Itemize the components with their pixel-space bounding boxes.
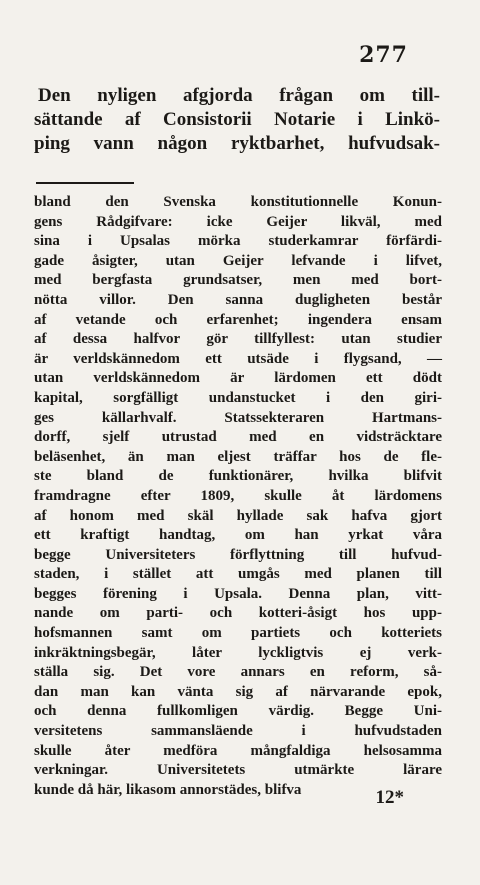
text-line: ges källarhvalf. Statssekteraren Hartmans- [34,409,442,426]
text-line: kapital, sorgfälligt undanstucket i den giri- [34,389,442,406]
text-line: utan verldskännedom är lärdomen ett dödt [34,370,442,387]
text-line: af vetande och erfarenhet; ingendera ensam [34,311,442,328]
text-line: gade åsigter, utan Geijer lefvande i lifvet, [34,252,442,269]
text-line: dorff, sjelf utrustad med en vidsträcktare [34,429,442,446]
large-paragraph [34,84,440,156]
text-line: skulle åter medföra mångfaldiga helsosamma [34,742,442,759]
text-line: gens Rådgifvare: icke Geijer likväl, med [34,213,442,230]
text-line: bland den Svenska konstitutionnelle Konun- [34,194,442,210]
footnote-divider-rule [36,182,134,184]
text-line: staden, i stället att umgås med planen till [34,566,442,583]
text-line: sina i Upsalas mörka studerkamrar förfärdi- [34,233,442,250]
text-line: ste bland de funktionärer, hvilka blifvit [34,468,442,485]
text-line: nötta villor. Den sanna dugligheten består [34,291,442,308]
text-line: af honom med skäl hyllade sak hafva gjort [34,507,442,524]
text-line: ping vann någon ryktbarhet, hufvudsak- [34,133,440,154]
text-line: framdragne efter 1809, skulle åt lärdomens [34,487,442,504]
text-line: beläsenhet, än man eljest träffar hos de fle- [34,448,442,465]
text-line: sättande af Consistorii Notarie i Linkö- [34,109,440,130]
text-line: ett kraftigt handtag, om han yrkat våra [34,527,442,544]
text-line: kunde då här, likasom annorstädes, blifva [34,781,302,798]
text-line: nande om parti- och kotteri-åsigt hos upp- [34,605,442,622]
text-line: ställa sig. Det vore annars en reform, så- [34,664,442,681]
signature-mark: 12* [375,787,404,808]
text-line: är verldskännedom ett utsäde i flygsand, — [34,350,442,367]
text-line: begges förening i Upsala. Denna plan, vitt- [34,585,442,602]
text-line: af dessa halfvor gör tillfyllest: utan studier [34,331,442,348]
text-line: med bergfasta grundsatser, men med bort- [34,272,442,289]
text-line: Den nyligen afgjorda frågan om till- [38,85,440,106]
text-line: dan man kan vänta sig af närvarande epok, [34,683,442,700]
text-line: och denna fullkomligen värdig. Begge Uni- [34,703,442,720]
text-line: begge Universiteters förflyttning till hufvud- [34,546,442,563]
text-line: versitetens sammansläende i hufvudstaden [34,723,442,740]
text-line: hofsmannen samt om partiets och kotteriets [34,625,442,642]
small-paragraph [34,193,442,800]
page-number: 277 [359,42,408,68]
text-line: inkräktningsbegär, låter lyckligtvis ej verk- [34,644,442,661]
text-line: verkningar. Universitetets utmärkte lärare [34,762,442,779]
